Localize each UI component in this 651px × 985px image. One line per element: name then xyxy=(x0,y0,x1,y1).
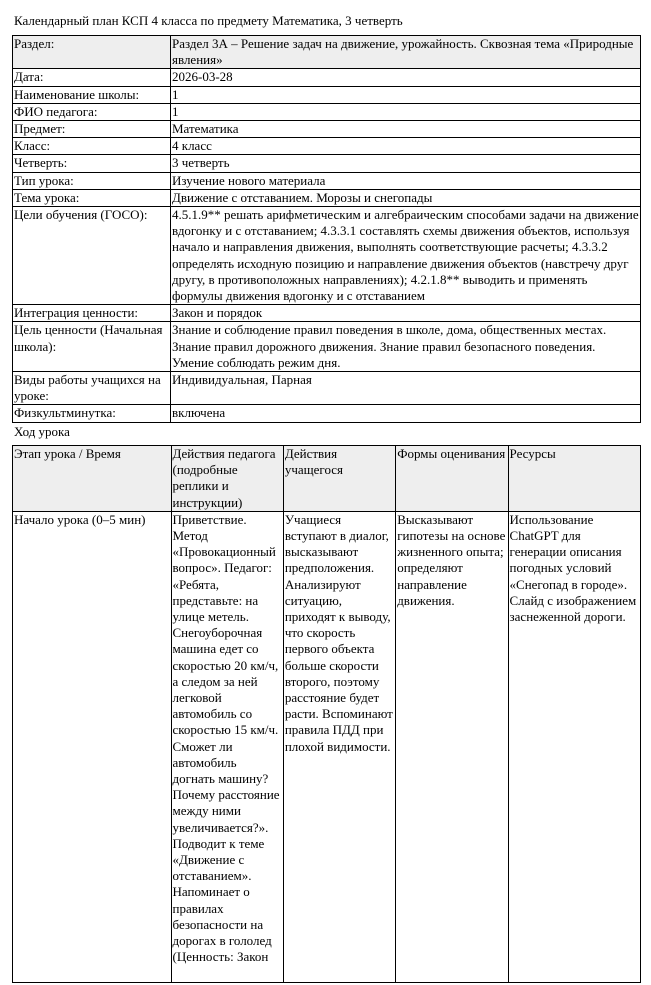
info-value: включена xyxy=(171,405,641,422)
info-value: Движение с отставанием. Морозы и снегопады xyxy=(171,189,641,206)
info-value: 4.5.1.9** решать арифметическим и алгебраическим способами задачи на движение вдогонку и с отставанием; 4.3.3.1 составлять схемы движения объектов, используя начало и направления движения, выполнять соответствующие расчеты; 4.3.3.2 определять исходную позицию и направление движения объектов (навстречу друг другу, в противоположных направлениях); 4.2.1.8** выводить и применять формулы движения вдогонку и с отставанием xyxy=(172,207,639,304)
info-value: 2026-03-28 xyxy=(171,69,641,86)
info-value: Знание и соблюдение правил поведения в школе, дома, общественных местах. Знание правил дорожного движения. Знание правил безопасного поведения. Умение соблюдать режим дня. xyxy=(171,322,641,372)
info-row-subject xyxy=(13,121,641,138)
info-value: 1 xyxy=(171,103,641,120)
column-header-stage: Этап урока / Время xyxy=(13,446,172,512)
info-label: Интеграция ценности: xyxy=(13,305,171,322)
info-row-school xyxy=(13,86,641,103)
info-row-lesson-type xyxy=(13,172,641,189)
student-actions-cell: Учащиеся вступают в диалог, высказывают предположения. Анализируют ситуацию, приходят к выводу, что скорость первого объекта больше скорости второго, поэтому расстояние будет расти. Вспоминают правила ПДД при плохой видимости. xyxy=(283,511,395,982)
lesson-header-row xyxy=(13,446,641,512)
column-header-resources: Ресурсы xyxy=(508,446,640,512)
info-value: Раздел 3А – Решение задач на движение, урожайность. Сквозная тема «Природные явления» xyxy=(171,36,641,69)
info-label: Физкультминутка: xyxy=(13,405,171,422)
info-row-quarter xyxy=(13,155,641,172)
info-value: Закон и порядок xyxy=(171,305,641,322)
info-value: 1 xyxy=(171,86,641,103)
info-label: Предмет: xyxy=(13,121,171,138)
assessment-cell: Высказывают гипотезы на основе жизненного опыта; определяют направление движения. xyxy=(396,511,508,982)
info-label: Тип урока: xyxy=(13,172,171,189)
info-label: Цель ценности (Начальная школа): xyxy=(13,322,171,372)
info-value: Изучение нового материала xyxy=(171,172,641,189)
resources-cell: Использование ChatGPT для генерации описания погодных условий «Снегопад в городе». Слайд с изображением заснеженной дороги. xyxy=(508,511,640,982)
lesson-flow-table xyxy=(12,445,641,983)
info-row-value-integration xyxy=(13,305,641,322)
lesson-flow-label: Ход урока xyxy=(14,424,70,439)
info-value: Индивидуальная, Парная xyxy=(171,372,641,405)
column-header-student: Действия учащегося xyxy=(283,446,395,512)
column-header-teacher: Действия педагога (подробные реплики и инструкции) xyxy=(171,446,283,512)
lesson-info-table xyxy=(12,35,641,423)
info-label: Виды работы учащихся на уроке: xyxy=(13,372,171,405)
teacher-actions-cell: Приветствие. Метод «Провокационный вопрос». Педагог: «Ребята, представьте: на улице метель. Снегоуборочная машина едет со скоростью 20 км/ч, а следом за ней легковой автомобиль со скоростью 15 км/ч. Сможет ли автомобиль догнать машину? Почему расстояние между ними увеличивается?». Подводит к теме «Движение с отставанием». Напоминает о правилах безопасности на дорогах в гололед (Ценность: Закон xyxy=(171,511,283,982)
stage-cell: Начало урока (0–5 мин) xyxy=(13,511,172,982)
info-label: Цели обучения (ГОСО): xyxy=(13,207,171,305)
column-header-assessment: Формы оценивания xyxy=(396,446,508,512)
info-label: Класс: xyxy=(13,138,171,155)
info-label: Раздел: xyxy=(13,36,171,69)
info-value: 4 класс xyxy=(171,138,641,155)
info-row-teacher xyxy=(13,103,641,120)
info-value: 3 четверть xyxy=(171,155,641,172)
info-label: Тема урока: xyxy=(13,189,171,206)
info-row-work-types xyxy=(13,372,641,405)
info-row-section xyxy=(13,36,641,69)
info-row-objectives xyxy=(13,207,641,305)
info-row-value-goal xyxy=(13,322,641,372)
info-label: Четверть: xyxy=(13,155,171,172)
info-row-grade xyxy=(13,138,641,155)
info-row-topic xyxy=(13,189,641,206)
info-label: Наименование школы: xyxy=(13,86,171,103)
info-row-phys-break xyxy=(13,405,641,422)
info-label: ФИО педагога: xyxy=(13,103,171,120)
lesson-row-start xyxy=(13,511,641,982)
info-value: Математика xyxy=(171,121,641,138)
info-row-date xyxy=(13,69,641,86)
document-title: Календарный план КСП 4 класса по предмету Математика, 3 четверть xyxy=(14,13,403,28)
info-label: Дата: xyxy=(13,69,171,86)
